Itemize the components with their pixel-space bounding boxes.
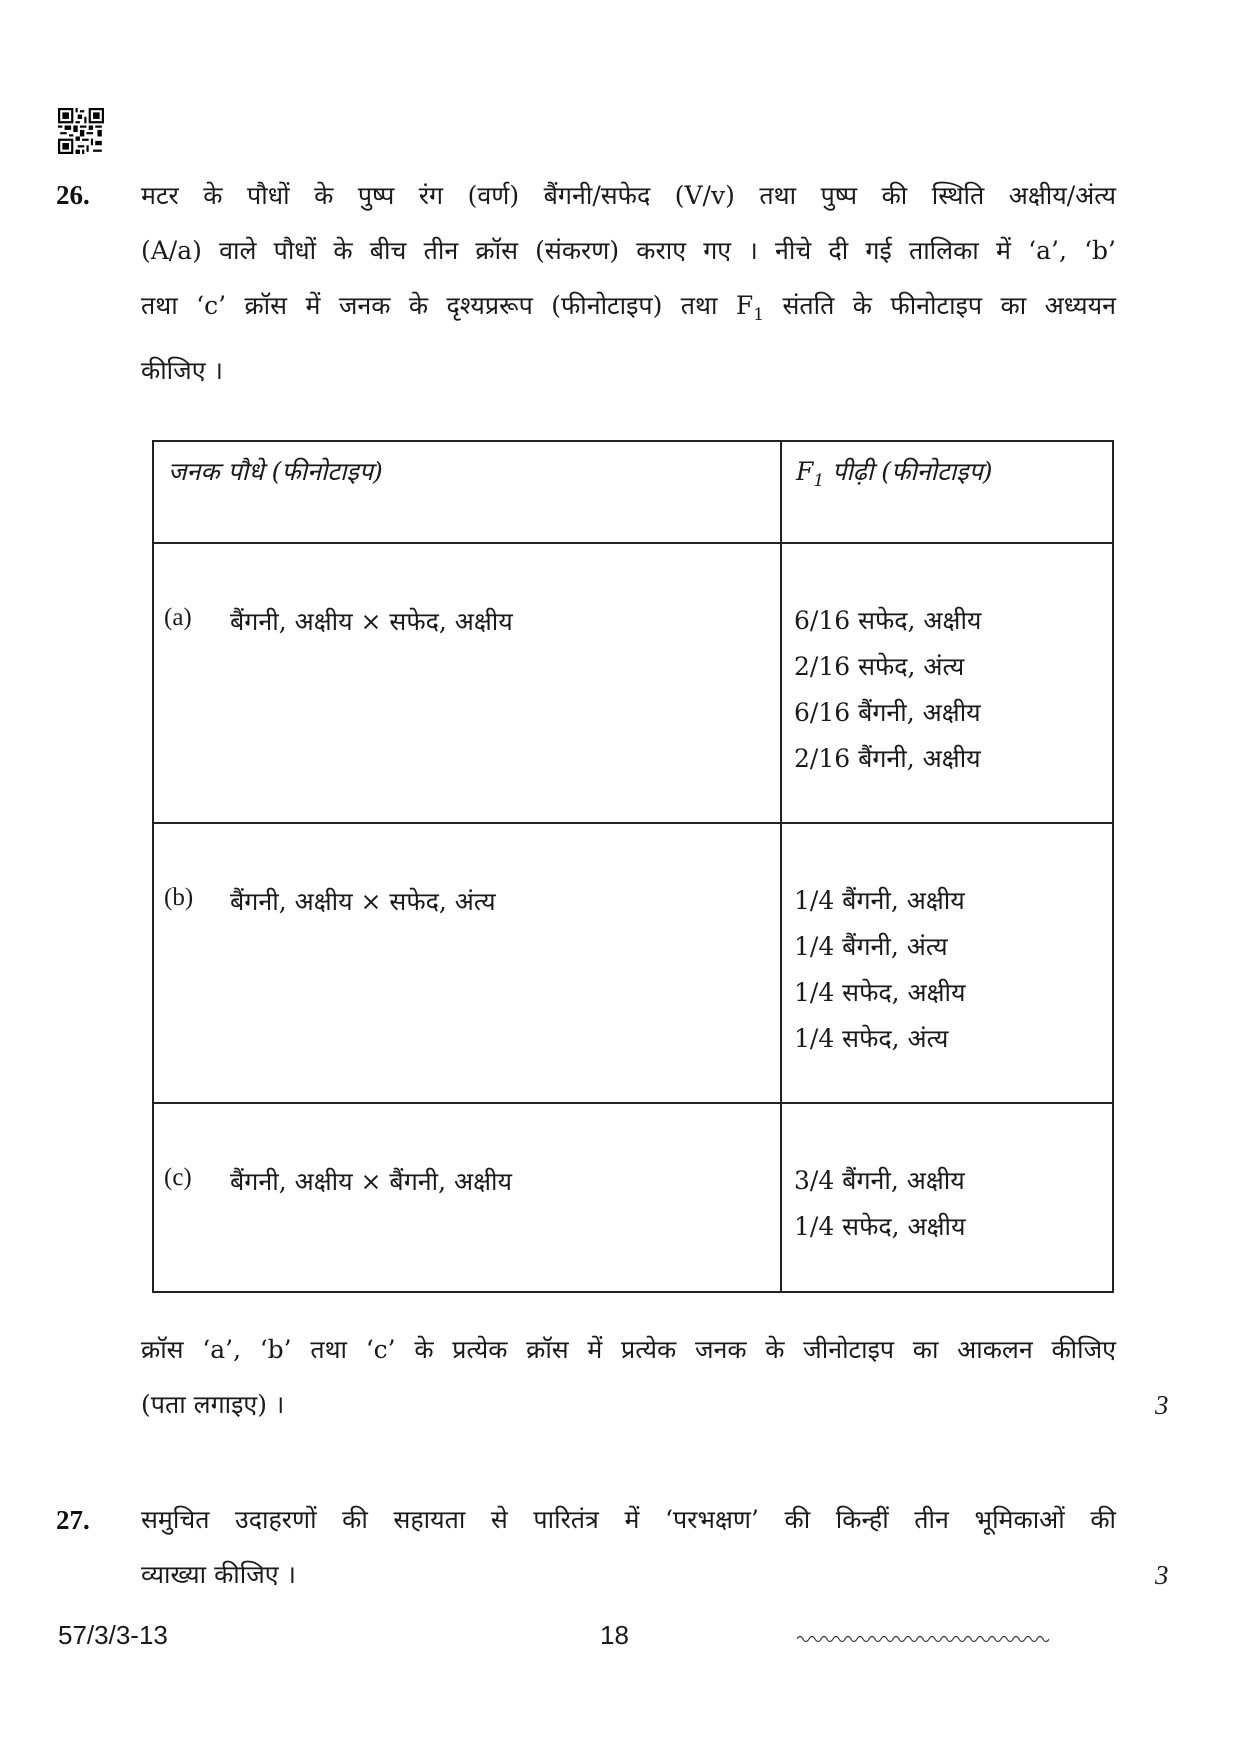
q26-line-1: मटर के पौधों के पुष्प रंग (वर्ण) बैंगनी/सफेद (V/v) तथा पुष्प की स्थिति अक्षीय/अंत्य	[141, 181, 1116, 210]
table-row	[153, 543, 1113, 823]
offspring-cell-b	[781, 823, 1113, 1103]
question-26-task	[141, 1322, 1116, 1432]
paper-code: 57/3/3-13	[58, 1620, 168, 1650]
offspring-item: 1/4 बैंगनी, अक्षीय	[794, 886, 965, 915]
q26-marks: 3	[1155, 1390, 1169, 1420]
offspring-item: 6/16 सफेद, अक्षीय	[794, 606, 982, 635]
page-number: 18	[600, 1620, 629, 1650]
wavy-line-decoration	[797, 1634, 1049, 1644]
q26-line-3	[141, 278, 1116, 343]
q27-marks: 3	[1155, 1560, 1169, 1590]
header-parent-plants: जनक पौधे (फीनोटाइप)	[153, 441, 781, 543]
offspring-item: 2/16 बैंगनी, अक्षीय	[794, 744, 981, 773]
q26-task-line-2: (पता लगाइए) ।	[141, 1390, 285, 1419]
cross-parents: बैंगनी, अक्षीय × सफेद, अंत्य	[230, 887, 496, 916]
q26-line-3-end: संतति के फीनोटाइप का अध्ययन	[764, 291, 1116, 320]
cross-label: (c)	[164, 1164, 192, 1191]
offspring-item: 1/4 बैंगनी, अंत्य	[794, 932, 948, 961]
offspring-item: 6/16 बैंगनी, अक्षीय	[794, 698, 981, 727]
offspring-item: 2/16 सफेद, अंत्य	[794, 652, 965, 681]
q26-line-3-start: तथा ‘c’ क्रॉस में जनक के दृश्यप्ररूप (फीनोटाइप) तथा F	[141, 291, 754, 320]
cross-label: (a)	[164, 604, 192, 631]
q27-line-2: व्याख्या कीजिए ।	[141, 1560, 297, 1589]
question-number-27: 27.	[56, 1505, 90, 1535]
offspring-item: 3/4 बैंगनी, अक्षीय	[794, 1166, 965, 1195]
question-26-text	[141, 168, 1116, 398]
q26-task-line-1: क्रॉस ‘a’, ‘b’ तथा ‘c’ के प्रत्येक क्रॉस में प्रत्येक जनक के जीनोटाइप का आकलन कीजिए	[141, 1335, 1116, 1364]
offspring-item: 1/4 सफेद, अक्षीय	[794, 1212, 966, 1241]
q26-line-4: कीजिए ।	[141, 356, 223, 385]
table-row	[153, 823, 1113, 1103]
qr-code-icon	[58, 108, 104, 154]
q26-line-2: (A/a) वाले पौधों के बीच तीन क्रॉस (संकरण) कराए गए । नीचे दी गई तालिका में ‘a’, ‘b’	[141, 236, 1116, 265]
f1-subscript: 1	[753, 305, 765, 325]
offspring-cell-c	[781, 1103, 1113, 1292]
question-27-text	[141, 1492, 1116, 1602]
cross-label: (b)	[164, 884, 194, 911]
cross-parents: बैंगनी, अक्षीय × सफेद, अक्षीय	[230, 607, 513, 636]
offspring-cell-a	[781, 543, 1113, 823]
offspring-item: 1/4 सफेद, अंत्य	[794, 1024, 949, 1053]
cross-cell-b	[153, 823, 781, 1103]
question-number-26: 26.	[56, 180, 90, 210]
table-row	[153, 1103, 1113, 1292]
cross-cell-c	[153, 1103, 781, 1292]
phenotype-table	[152, 440, 1114, 1293]
header-f1-generation: $F_1$ पीढ़ी (फीनोटाइप)	[781, 441, 1113, 543]
q27-line-1: समुचित उदाहरणों की सहायता से पारितंत्र में ‘परभक्षण’ की किन्हीं तीन भूमिकाओं की	[141, 1505, 1116, 1534]
cross-parents: बैंगनी, अक्षीय × बैंगनी, अक्षीय	[230, 1167, 513, 1196]
cross-cell-a	[153, 543, 781, 823]
offspring-item: 1/4 सफेद, अक्षीय	[794, 978, 966, 1007]
table-header-row	[153, 441, 1113, 543]
